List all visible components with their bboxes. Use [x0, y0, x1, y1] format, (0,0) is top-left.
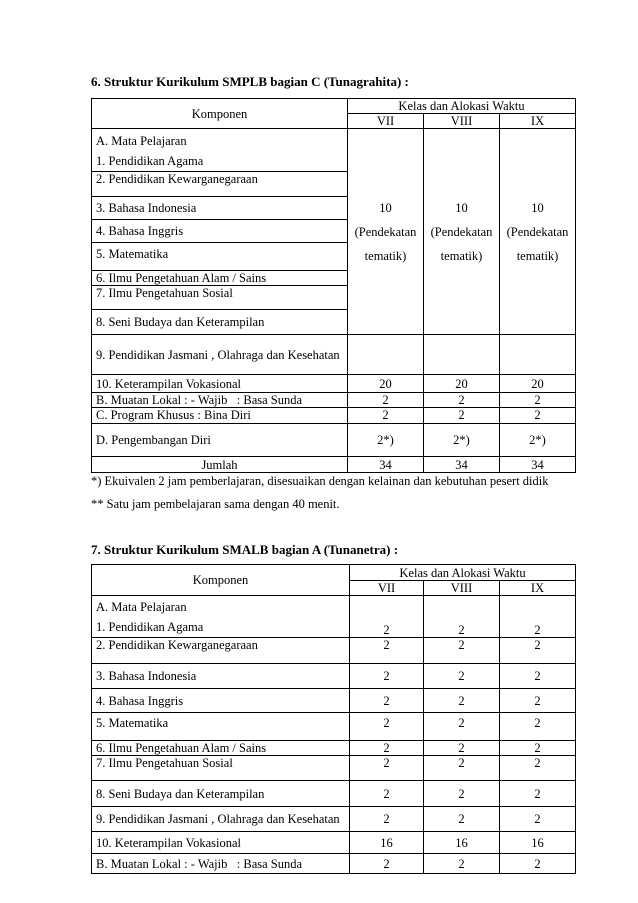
col-vii-header: VII: [348, 114, 424, 129]
subject-label: 7. Ilmu Pengetahuan Sosial: [92, 756, 350, 781]
subject-label: 9. Pendidikan Jasmani , Olahraga dan Kesehatan: [92, 335, 348, 375]
row-label: B. Muatan Lokal : - Wajib : Basa Sunda: [92, 854, 350, 874]
jumlah-label: Jumlah: [92, 457, 348, 473]
subject-label: 3. Bahasa Indonesia: [92, 664, 350, 689]
section-7-heading: 7. Struktur Kurikulum SMALB bagian A (Tunanetra) :: [91, 542, 399, 557]
subject-label: 7. Ilmu Pengetahuan Sosial: [92, 286, 348, 310]
col-viii-header: VIII: [424, 114, 500, 129]
subject-label: 2. Pendidikan Kewarganegaraan: [92, 172, 348, 197]
subject-label: 2. Pendidikan Kewarganegaraan: [92, 638, 350, 664]
row-label: D. Pengembangan Diri: [92, 424, 348, 457]
subject-label: 3. Bahasa Indonesia: [92, 197, 348, 220]
subject-label: 5. Matematika: [92, 243, 348, 271]
komponen-header: Komponen: [92, 565, 350, 596]
tematik-cell-ix: 10 (Pendekatan tematik): [500, 129, 576, 335]
kelas-header: Kelas dan Alokasi Waktu: [348, 99, 576, 114]
row-label: 10. Keterampilan Vokasional: [92, 832, 350, 854]
subject-label: 6. Ilmu Pengetahuan Alam / Sains: [92, 271, 348, 286]
subject-label: 1. Pendidikan Agama: [96, 154, 204, 168]
subject-label: 1. Pendidikan Agama: [96, 620, 204, 634]
subject-label: 8. Seni Budaya dan Keterampilan: [92, 781, 350, 807]
col-ix-header: IX: [500, 114, 576, 129]
footnote-1: *) Ekuivalen 2 jam pemberlajaran, disesuaikan dengan kelainan dan kebutuhan pesert didik: [91, 474, 549, 488]
subject-label: 9. Pendidikan Jasmani , Olahraga dan Kesehatan: [92, 807, 350, 832]
row-label: 10. Keterampilan Vokasional: [92, 375, 348, 393]
row-label: C. Program Khusus : Bina Diri: [92, 408, 348, 424]
table-row: [92, 129, 348, 172]
col-viii-header: VIII: [424, 581, 500, 596]
table-row: [92, 596, 350, 638]
subject-label: 5. Matematika: [92, 713, 350, 741]
row-label: B. Muatan Lokal : - Wajib : Basa Sunda: [92, 393, 348, 408]
section-6-table: Komponen Kelas dan Alokasi Waktu VII VIII IX A. Mata Pelajaran 1. Pendidikan Agama 10 (Pendekatan tematik) 10 (Pendekatan tematik) 10 (Pendekatan tematik) 2. Pendidikan Kewarganegaraan 3. Bahasa Indonesia 4. Bahasa Inggris 5. Matematika 6. Ilmu Pengetahuan Alam / Sains 7. Ilmu Pengetahuan Sosial 8. Seni Budaya dan Keterampilan 9. Pendidikan Jasmani , Olahraga dan Kesehatan 10. Keterampilan Vokasional 20 20 20 B. Muatan Lokal : - Wajib : Basa Sunda 2 2 2 C. Program Khusus : Bina Diri 2 2 2 D. Pengembangan Diri 2*) 2*) 2*) Jumlah 34 34 34: [91, 98, 576, 473]
section-7-table: Komponen Kelas dan Alokasi Waktu VII VIII IX A. Mata Pelajaran 1. Pendidikan Agama 2 2 2 2. Pendidikan Kewarganegaraan 2 2 2 3. Bahasa Indonesia 2 2 2 4. Bahasa Inggris 2 2 2 5. Matematika 2 2 2 6. Ilmu Pengetahuan Alam / Sains 2 2 2 7. Ilmu Pengetahuan Sosial 2 2 2 8. Seni Budaya dan Keterampilan 2 2 2 9. Pendidikan Jasmani , Olahraga dan Kesehatan 2 2 2 10. Keterampilan Vokasional 16 16 16 B. Muatan Lokal : - Wajib : Basa Sunda 2 2 2: [91, 564, 576, 874]
subject-label: 6. Ilmu Pengetahuan Alam / Sains: [92, 741, 350, 756]
subject-label: 4. Bahasa Inggris: [92, 220, 348, 243]
subject-label: 8. Seni Budaya dan Keterampilan: [92, 310, 348, 335]
tematik-cell-vii: 10 (Pendekatan tematik): [348, 129, 424, 335]
col-vii-header: VII: [350, 581, 424, 596]
col-ix-header: IX: [500, 581, 576, 596]
komponen-header: Komponen: [92, 99, 348, 129]
mapel-header: A. Mata Pelajaran: [96, 600, 187, 614]
footnote-2: ** Satu jam pembelajaran sama dengan 40 menit.: [91, 497, 340, 511]
mapel-header: A. Mata Pelajaran: [96, 134, 187, 148]
section-6-heading: 6. Struktur Kurikulum SMPLB bagian C (Tunagrahita) :: [91, 74, 409, 89]
subject-label: 4. Bahasa Inggris: [92, 689, 350, 713]
kelas-header: Kelas dan Alokasi Waktu: [350, 565, 576, 581]
tematik-cell-viii: 10 (Pendekatan tematik): [424, 129, 500, 335]
